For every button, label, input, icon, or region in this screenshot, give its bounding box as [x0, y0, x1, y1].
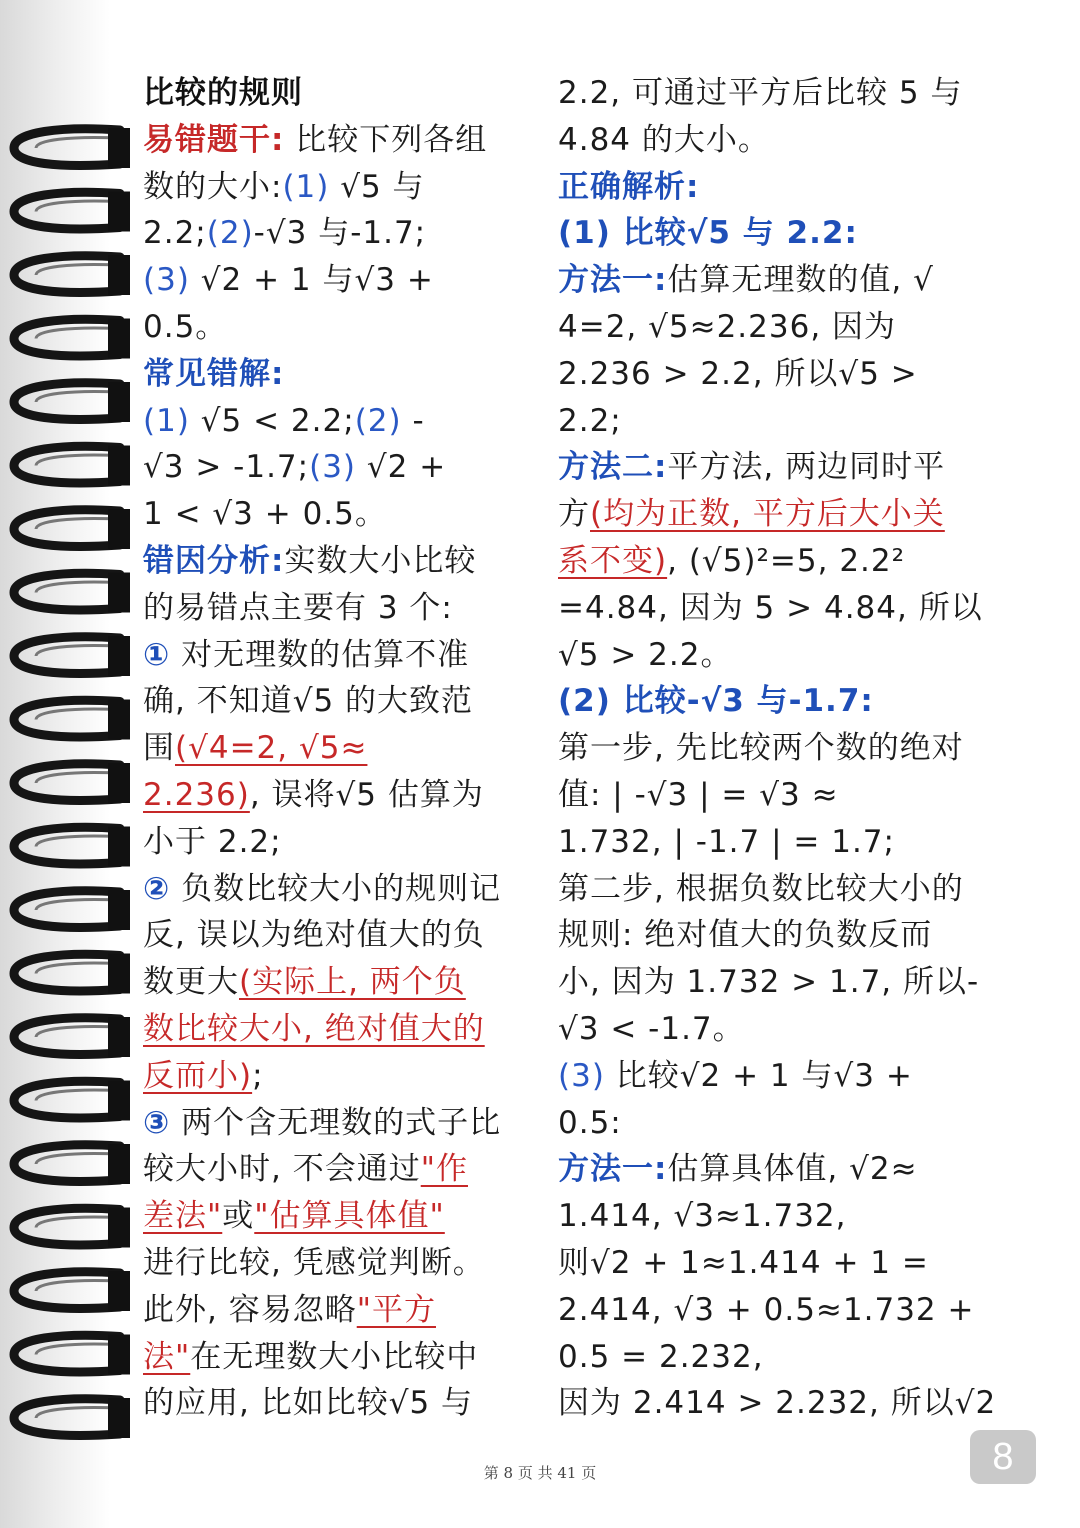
- page-number-badge: 8: [970, 1430, 1036, 1484]
- page-footer: 第 8 页 共 41 页: [483, 1464, 597, 1482]
- text: ;: [252, 1057, 264, 1094]
- right-line-27: 2.414, √3 + 0.5≈1.732 +: [558, 1291, 975, 1328]
- left-line-4: [143, 257, 533, 304]
- text: 估算具体值, √2≈: [667, 1151, 918, 1188]
- left-column: [143, 70, 533, 1427]
- right-line-18: 第二步, 根据负数比较大小的: [558, 870, 964, 907]
- right-line-9: [558, 444, 1018, 491]
- text: 方: [558, 496, 590, 533]
- red-note: 2.236): [143, 776, 250, 813]
- section-title: 比较的规则: [143, 75, 303, 111]
- right-line-7: 2.236 > 2.2, 所以√5 >: [558, 355, 918, 392]
- spiral-coil: [14, 1271, 130, 1311]
- left-line-27: [143, 1334, 533, 1381]
- left-line-1: [143, 117, 533, 164]
- right-line-24: [558, 1146, 1018, 1193]
- red-note: 系不变): [558, 542, 668, 579]
- method-label: 方法二:: [558, 449, 668, 486]
- left-line-23: [143, 1146, 533, 1193]
- spiral-coil: [14, 192, 130, 232]
- right-line-2: 4.84 的大小。: [558, 121, 770, 158]
- red-note: (√4=2, √5≈: [175, 730, 368, 767]
- item-number: (2): [206, 215, 254, 252]
- spiral-coil: [14, 446, 130, 486]
- text: 对无理数的估算不准: [170, 636, 470, 673]
- method-label: 方法一:: [558, 1151, 668, 1188]
- red-note: 反而小): [143, 1057, 253, 1094]
- spiral-coil: [14, 509, 130, 549]
- spiral-binding: [0, 118, 140, 1478]
- text: √3 > -1.7;: [143, 449, 310, 486]
- left-line-25: 进行比较, 凭感觉判断。: [143, 1244, 485, 1281]
- red-note: 差法": [143, 1198, 223, 1235]
- left-line-19: [143, 959, 533, 1006]
- left-line-9: 1 < √3 + 0.5。: [143, 496, 387, 533]
- right-line-29: 因为 2.414 > 2.232, 所以√2: [558, 1385, 997, 1422]
- right-line-1: 2.2, 可通过平方后比较 5 与: [558, 75, 963, 111]
- error-prone-label: 易错题干:: [143, 121, 285, 158]
- left-line-24: [143, 1193, 533, 1240]
- text: √2 + 1 与√3 +: [189, 262, 434, 299]
- left-line-21: [143, 1053, 533, 1100]
- circled-number: ②: [143, 870, 171, 907]
- right-line-25: 1.414, √3≈1.732,: [558, 1198, 847, 1235]
- red-note: (实际上, 两个负: [239, 964, 466, 1001]
- circled-number: ③: [143, 1104, 171, 1141]
- left-line-15: [143, 772, 533, 819]
- spiral-coil: [14, 1208, 130, 1248]
- text: √2 +: [356, 449, 447, 486]
- spiral-coil: [14, 1335, 130, 1375]
- right-line-5: [558, 257, 1018, 304]
- right-line-12: =4.84, 因为 5 > 4.84, 所以: [558, 589, 983, 626]
- right-line-28: 0.5 = 2.232,: [558, 1338, 764, 1375]
- left-line-20: 数比较大小, 绝对值大的: [143, 1010, 485, 1047]
- text: √5 < 2.2;: [189, 402, 355, 439]
- spiral-coil: [14, 827, 130, 867]
- text: 数的大小:: [143, 168, 283, 205]
- text: , 误将√5 估算为: [249, 776, 484, 813]
- item-number: (3): [309, 449, 357, 486]
- text: 此外, 容易忽略: [143, 1291, 357, 1328]
- left-line-22: [143, 1100, 533, 1147]
- right-line-19: 规则: 绝对值大的负数反而: [558, 917, 933, 954]
- text: 平方法, 两边同时平: [667, 449, 946, 486]
- right-line-11: [558, 538, 1018, 585]
- red-note: 法": [143, 1338, 191, 1375]
- text: , (√5)²=5, 2.2²: [667, 542, 906, 579]
- spiral-coil: [14, 1398, 130, 1438]
- text: 负数比较大小的规则记: [170, 870, 502, 907]
- text: √5 与: [329, 168, 425, 205]
- item-number: (3): [143, 262, 190, 299]
- text: 比较√2 + 1 与√3 +: [604, 1057, 913, 1094]
- right-column: [558, 70, 1018, 1427]
- item-number: (1): [143, 402, 190, 439]
- red-note: (均为正数, 平方后大小关: [590, 496, 945, 533]
- right-line-10: [558, 491, 1018, 538]
- spiral-coil: [14, 763, 130, 803]
- right-line-8: 2.2;: [558, 402, 622, 439]
- spiral-coil: [14, 573, 130, 613]
- left-line-13: 确, 不知道√5 的大致范: [143, 683, 474, 720]
- common-errors-label: 常见错解:: [143, 355, 285, 392]
- spiral-coil: [14, 890, 130, 930]
- circled-number: ①: [143, 636, 171, 673]
- left-line-17: [143, 866, 533, 913]
- text: 围: [143, 730, 175, 767]
- text: -√3 与-1.7;: [253, 215, 427, 252]
- spiral-coil: [14, 382, 130, 422]
- right-line-6: 4=2, √5≈2.236, 因为: [558, 308, 897, 345]
- left-line-11: 的易错点主要有 3 个:: [143, 589, 453, 626]
- text: 或: [222, 1198, 255, 1235]
- red-note: "平方: [356, 1291, 436, 1328]
- left-line-5: 0.5。: [143, 308, 228, 345]
- text: 在无理数大小比较中: [190, 1338, 479, 1375]
- spiral-coil: [14, 319, 130, 359]
- item-number: (2): [354, 402, 402, 439]
- text: -: [401, 402, 425, 439]
- spiral-coil: [14, 128, 130, 168]
- text: 实数大小比较: [284, 542, 477, 579]
- part-1-heading: (1) 比较√5 与 2.2:: [558, 215, 858, 252]
- right-line-21: √3 < -1.7。: [558, 1010, 745, 1047]
- left-line-14: [143, 725, 533, 772]
- item-number: (3): [558, 1057, 605, 1094]
- text: 比较下列各组: [284, 121, 488, 158]
- spiral-coil: [14, 1144, 130, 1184]
- spiral-coil: [14, 636, 130, 676]
- right-line-23: 0.5:: [558, 1104, 622, 1141]
- item-number: (1): [282, 168, 330, 205]
- method-label: 方法一:: [558, 262, 668, 299]
- error-cause-label: 错因分析:: [143, 542, 285, 579]
- left-line-16: 小于 2.2;: [143, 823, 282, 860]
- red-note: "作: [420, 1151, 468, 1188]
- left-line-12: [143, 632, 533, 679]
- right-line-20: 小, 因为 1.732 > 1.7, 所以-: [558, 964, 980, 1001]
- red-note: "估算具体值": [254, 1198, 445, 1235]
- correct-analysis-label: 正确解析:: [558, 168, 700, 205]
- text: 估算无理数的值, √: [667, 262, 934, 299]
- left-line-28: 的应用, 比如比较√5 与: [143, 1385, 474, 1422]
- text: 数更大: [143, 964, 239, 1001]
- right-line-17: 1.732, | -1.7 | = 1.7;: [558, 823, 895, 860]
- spiral-coil: [14, 1081, 130, 1121]
- left-line-2: [143, 164, 533, 211]
- part-2-heading: (2) 比较-√3 与-1.7:: [558, 683, 874, 720]
- right-line-16: 值: | -√3 | = √3 ≈: [558, 776, 839, 813]
- text: 2.2;: [143, 215, 207, 252]
- left-line-26: [143, 1287, 533, 1334]
- right-line-22: [558, 1053, 1018, 1100]
- text: 两个含无理数的式子比: [170, 1104, 502, 1141]
- spiral-coil: [14, 954, 130, 994]
- left-line-8: [143, 444, 533, 491]
- right-line-13: √5 > 2.2。: [558, 636, 733, 673]
- right-line-15: 第一步, 先比较两个数的绝对: [558, 730, 964, 767]
- spiral-coil: [14, 255, 130, 295]
- left-line-10: [143, 538, 533, 585]
- left-line-7: [143, 398, 533, 445]
- spiral-coil: [14, 700, 130, 740]
- left-line-3: [143, 210, 533, 257]
- left-line-18: 反, 误以为绝对值大的负: [143, 917, 485, 954]
- spiral-coil: [14, 1017, 130, 1057]
- right-line-26: 则√2 + 1≈1.414 + 1 =: [558, 1244, 929, 1281]
- text: 较大小时, 不会通过: [143, 1151, 421, 1188]
